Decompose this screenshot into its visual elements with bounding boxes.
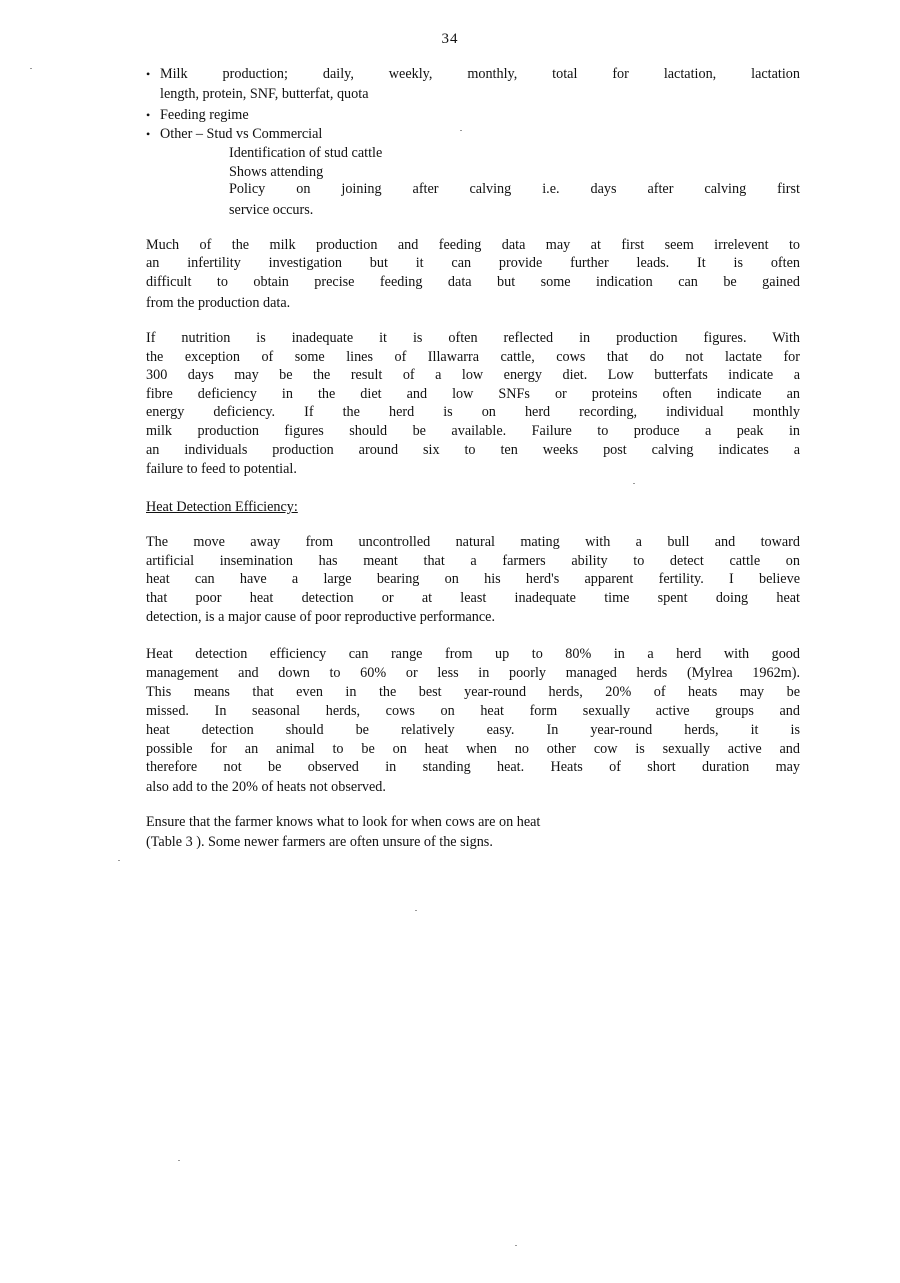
text-line: management and down to 60% or less in poorly managed herds (Mylrea 1962m).: [146, 665, 800, 681]
scan-speck: [118, 860, 120, 861]
sub-item: Identification of stud cattle: [229, 145, 383, 161]
text-line: Ensure that the farmer knows what to look for when cows are on heat: [146, 814, 541, 830]
bullet-item-feeding-regime: • Feeding regime: [146, 107, 249, 123]
scan-speck: [633, 483, 635, 484]
text-line: that poor heat detection or at least inadequate time spent doing heat: [146, 590, 800, 606]
text-line: The move away from uncontrolled natural mating with a bull and toward: [146, 534, 800, 550]
text-line: possible for an animal to be on heat when no other cow is sexually active and: [146, 741, 800, 757]
page-number: 34: [441, 31, 459, 47]
text-line: (Table 3 ). Some newer farmers are often unsure of the signs.: [146, 834, 493, 850]
bullet-item-continuation: length, protein, SNF, butterfat, quota: [160, 86, 369, 102]
scan-speck: [415, 910, 417, 911]
scan-speck: [178, 1160, 180, 1161]
sub-item: service occurs.: [229, 202, 314, 218]
text-line: 300 days may be the result of a low energy diet. Low butterfats indicate a: [146, 367, 800, 383]
bullet-icon: •: [146, 108, 151, 122]
text-line: difficult to obtain precise feeding data but some indication can be gained: [146, 274, 800, 290]
text-line: heat can have a large bearing on his herd's apparent fertility. I believe: [146, 571, 800, 587]
section-heading: Heat Detection Efficiency:: [146, 499, 298, 515]
text-line: therefore not be observed in standing heat. Heats of short duration may: [146, 759, 800, 775]
text-line: from the production data.: [146, 295, 291, 311]
text-line: fibre deficiency in the diet and low SNFs or proteins often indicate an: [146, 386, 800, 402]
text-line: artificial insemination has meant that a farmers ability to detect cattle on: [146, 553, 800, 569]
text-line: the exception of some lines of Illawarra cattle, cows that do not lactate for: [146, 349, 800, 365]
text-line: heat detection should be relatively easy. In year-round herds, it is: [146, 722, 800, 738]
text-line: This means that even in the best year-round herds, 20% of heats may be: [146, 684, 800, 700]
bullet-item-other: • Other – Stud vs Commercial: [146, 126, 323, 142]
text-line: detection, is a major cause of poor reproductive performance.: [146, 609, 496, 625]
scan-speck: [30, 68, 32, 69]
text-line: an individuals production around six to ten weeks post calving indicates a: [146, 442, 800, 458]
text-line: energy deficiency. If the herd is on herd recording, individual monthly: [146, 404, 800, 420]
sub-item: Policy on joining after calving i.e. days after calving first: [229, 181, 800, 197]
text-line: missed. In seasonal herds, cows on heat form sexually active groups and: [146, 703, 800, 719]
text-line: failure to feed to potential.: [146, 461, 297, 477]
bullet-icon: •: [146, 127, 151, 141]
text-line: Much of the milk production and feeding data may at first seem irrelevent to: [146, 237, 800, 253]
bullet-item-milk-production: • Milk production; daily, weekly, monthly, total for lactation, lactation: [146, 66, 800, 82]
text-line: also add to the 20% of heats not observed.: [146, 779, 386, 795]
scan-speck: [460, 130, 462, 131]
text-line: milk production figures should be available. Failure to produce a peak in: [146, 423, 800, 439]
text-line: If nutrition is inadequate it is often reflected in production figures. With: [146, 330, 800, 346]
sub-item: Shows attending: [229, 164, 324, 180]
text-line: Heat detection efficiency can range from up to 80% in a herd with good: [146, 646, 800, 662]
scan-speck: [515, 1245, 517, 1246]
text-line: an infertility investigation but it can provide further leads. It is often: [146, 255, 800, 271]
bullet-icon: •: [146, 67, 151, 81]
